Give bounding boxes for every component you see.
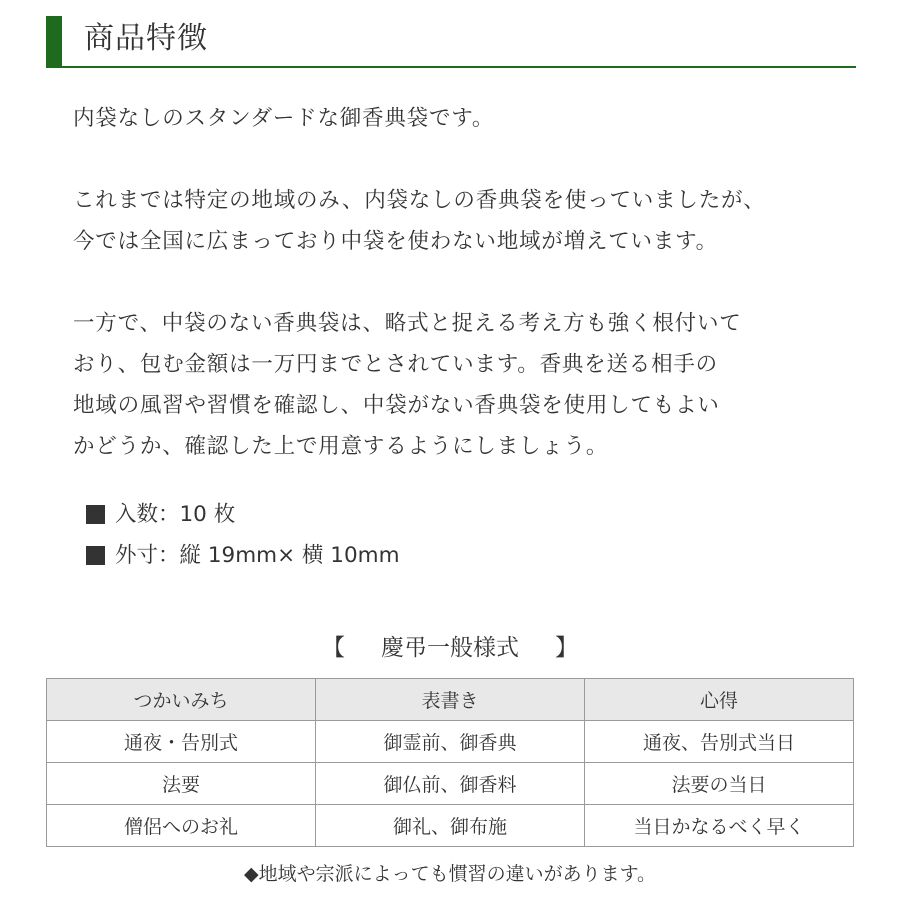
description-line: 内袋なしのスタンダードな御香典袋です。 — [73, 106, 495, 131]
table-cell: 御仏前、御香料 — [316, 763, 585, 805]
section-title: 商品特徴 — [84, 21, 208, 56]
table-cell: 御礼、御布施 — [316, 805, 585, 847]
table-row — [47, 805, 854, 847]
description-line: 今では全国に広まっており中袋を使わない地域が増えています。 — [73, 229, 718, 254]
table-cell: 僧侶へのお礼 — [47, 805, 316, 847]
regional-custom-note: ◆地域や宗派によっても慣習の違いがあります。 — [243, 863, 657, 885]
table-cell: 通夜、告別式当日 — [585, 721, 854, 763]
description-paragraph-3 — [73, 303, 863, 467]
etiquette-table — [46, 678, 854, 847]
description-line: 地域の風習や習慣を確認し、中袋がない香典袋を使用してもよい — [73, 393, 720, 418]
table-title-text: 慶弔一般様式 — [381, 635, 519, 661]
table-cell: 通夜・告別式 — [47, 721, 316, 763]
product-specs — [86, 494, 400, 576]
header-usage: つかいみち — [47, 679, 316, 721]
spec-row-dimensions — [86, 535, 400, 576]
bracket-close: 】 — [555, 635, 578, 661]
description-paragraph-1 — [73, 98, 863, 139]
spec-row-quantity — [86, 494, 400, 535]
description-line: かどうか、確認した上で用意するようにしましょう。 — [73, 434, 609, 459]
spec-dimensions: 外寸：縦 19mm× 横 10mm — [115, 543, 400, 568]
description-line: 一方で、中袋のない香典袋は、略式と捉える考え方も強く根付いて — [73, 311, 742, 336]
description-line: おり、包む金額は一万円までとされています。香典を送る相手の — [73, 352, 718, 377]
etiquette-table-title — [0, 630, 900, 666]
square-bullet-icon — [86, 546, 105, 565]
square-bullet-icon — [86, 505, 105, 524]
description-line: これまでは特定の地域のみ、内袋なしの香典袋を使っていましたが、 — [73, 188, 766, 213]
spec-quantity: 入数：10 枚 — [115, 502, 236, 527]
header-notes: 心得 — [585, 679, 854, 721]
table-row — [47, 763, 854, 805]
product-description — [73, 98, 863, 508]
header-inscription: 表書き — [316, 679, 585, 721]
description-paragraph-2 — [73, 180, 863, 262]
table-cell: 御霊前、御香典 — [316, 721, 585, 763]
heading-accent-bar — [46, 16, 62, 66]
table-cell: 法要の当日 — [585, 763, 854, 805]
table-row — [47, 721, 854, 763]
table-header-row — [47, 679, 854, 721]
bracket-open: 【 — [322, 635, 345, 661]
table-cell: 法要 — [47, 763, 316, 805]
section-heading — [46, 16, 856, 68]
table-cell: 当日かなるべく早く — [585, 805, 854, 847]
